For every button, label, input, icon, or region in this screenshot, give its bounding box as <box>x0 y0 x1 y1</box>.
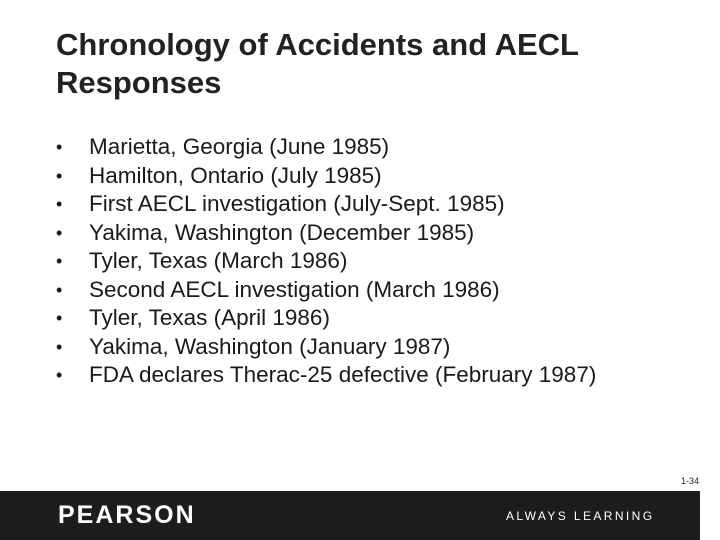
bullet-text: Tyler, Texas (March 1986) <box>89 248 348 273</box>
bullet-item <box>56 190 666 219</box>
bullet-dot-icon: • <box>56 165 63 186</box>
slide-title: Chronology of Accidents and AECL Responses <box>56 27 579 100</box>
bullet-item <box>56 361 666 390</box>
bullet-item <box>56 304 666 333</box>
bullet-text: Hamilton, Ontario (July 1985) <box>89 162 382 188</box>
bullet-text: Yakima, Washington (December 1985) <box>89 219 475 245</box>
footer-inner <box>0 491 700 540</box>
bullet-dot-icon: • <box>56 222 63 243</box>
bullet-item <box>56 162 666 191</box>
bullet-dot-icon: • <box>56 251 63 271</box>
bullet-dot-icon: • <box>56 137 63 157</box>
slide-number: 1-34 <box>681 476 700 486</box>
bullet-item <box>56 133 666 162</box>
bullet-text: Tyler, Texas (April 1986) <box>89 305 330 330</box>
bullet-dot-icon: • <box>56 308 63 328</box>
bullet-dot-icon: • <box>56 365 63 385</box>
bullet-list <box>56 133 666 390</box>
bullet-item <box>56 219 666 248</box>
bullet-text: Yakima, Washington (January 1987) <box>89 333 451 359</box>
bullet-item <box>56 247 666 276</box>
bullet-text: Marietta, Georgia (June 1985) <box>89 134 390 159</box>
bullet-dot-icon: • <box>56 279 63 300</box>
footer-tagline: ALWAYS LEARNING <box>506 509 655 523</box>
bullet-dot-icon: • <box>56 336 63 357</box>
footer-bar <box>0 491 720 540</box>
bullet-item <box>56 333 666 362</box>
bullet-text: FDA declares Therac-25 defective (February 1987) <box>89 362 597 387</box>
bullet-text: First AECL investigation (July-Sept. 1985) <box>89 191 505 216</box>
bullet-text: Second AECL investigation (March 1986) <box>89 276 500 302</box>
bullet-item <box>56 276 666 305</box>
bullet-dot-icon: • <box>56 194 63 214</box>
pearson-logo: PEARSON <box>58 501 196 529</box>
